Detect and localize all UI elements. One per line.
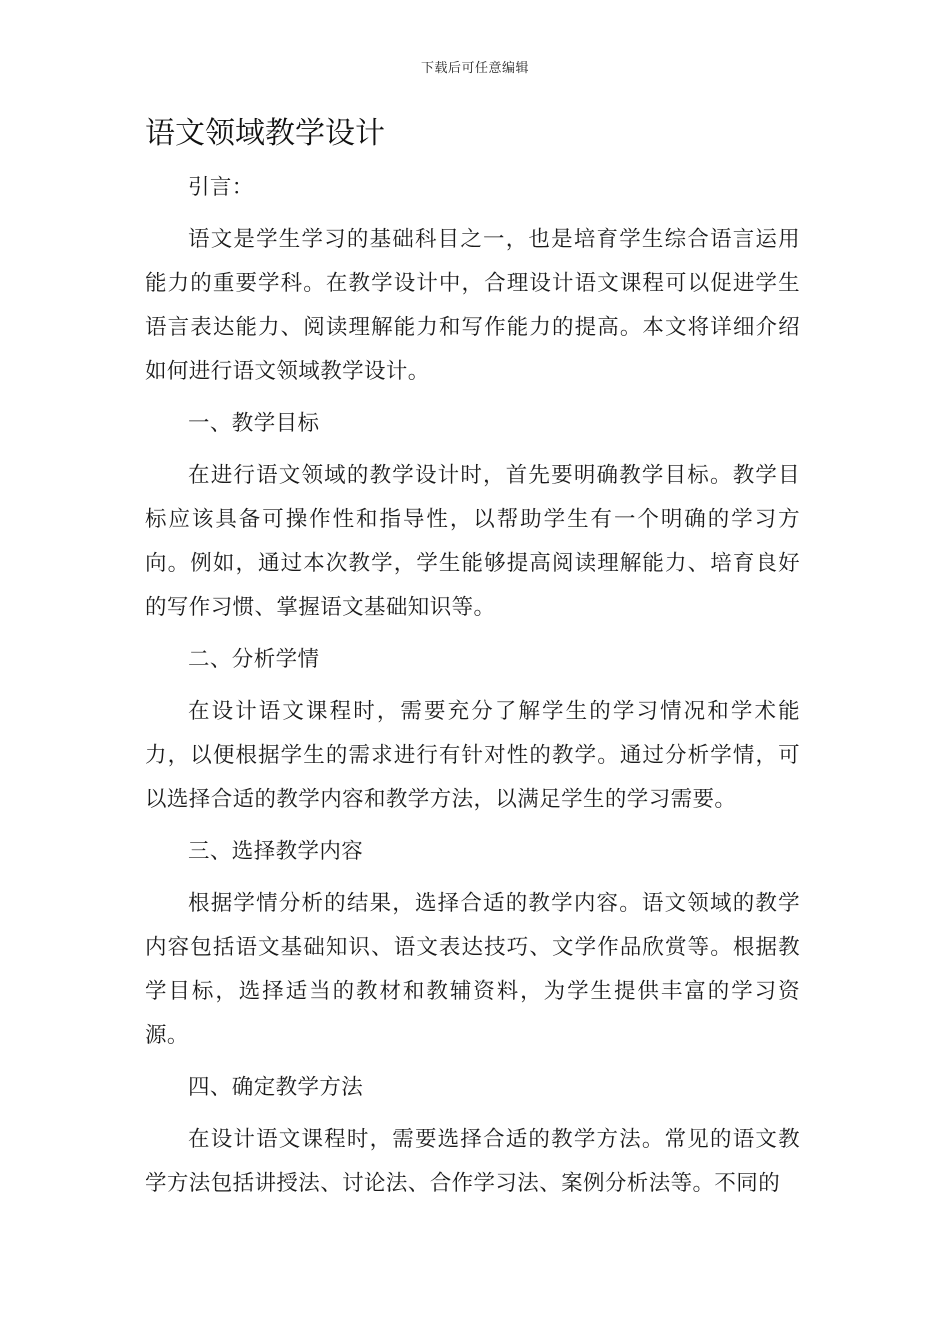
section-heading-analysis: 二、分析学情 <box>188 647 320 672</box>
paragraph-intro: 语文是学生学习的基础科目之一，也是培育学生综合语言运用能力的重要学科。在教学设计中，合理设计语文课程可以促进学生语言表达能力、阅读理解能力和写作能力的提高。本文将详细介绍如何进行语文领域教学设计。 <box>145 227 800 384</box>
section-heading-intro: 引言： <box>188 175 254 200</box>
document-title: 语文领域教学设计 <box>145 116 385 151</box>
section-heading-content: 三、选择教学内容 <box>188 839 364 864</box>
paragraph-analysis: 在设计语文课程时，需要充分了解学生的学习情况和学术能力，以便根据学生的需求进行有针对性的教学。通过分析学情，可以选择合适的教学内容和教学方法，以满足学生的学习需要。 <box>145 699 800 812</box>
paragraph-methods: 在设计语文课程时，需要选择合适的教学方法。常见的语文教学方法包括讲授法、讨论法、合作学习法、案例分析法等。不同的 <box>145 1127 800 1196</box>
paragraph-content: 根据学情分析的结果，选择合适的教学内容。语文领域的教学内容包括语文基础知识、语文表达技巧、文学作品欣赏等。根据教学目标，选择适当的教材和教辅资料，为学生提供丰富的学习资源。 <box>145 891 800 1048</box>
paragraph-goals: 在进行语文领域的教学设计时，首先要明确教学目标。教学目标应该具备可操作性和指导性，以帮助学生有一个明确的学习方向。例如，通过本次教学，学生能够提高阅读理解能力、培育良好的写作习惯、掌握语文基础知识等。 <box>145 463 800 620</box>
section-heading-methods: 四、确定教学方法 <box>188 1075 364 1100</box>
header-note: 下载后可任意编辑 <box>420 61 529 76</box>
section-heading-goals: 一、教学目标 <box>188 411 320 436</box>
document-body <box>145 166 800 1214</box>
